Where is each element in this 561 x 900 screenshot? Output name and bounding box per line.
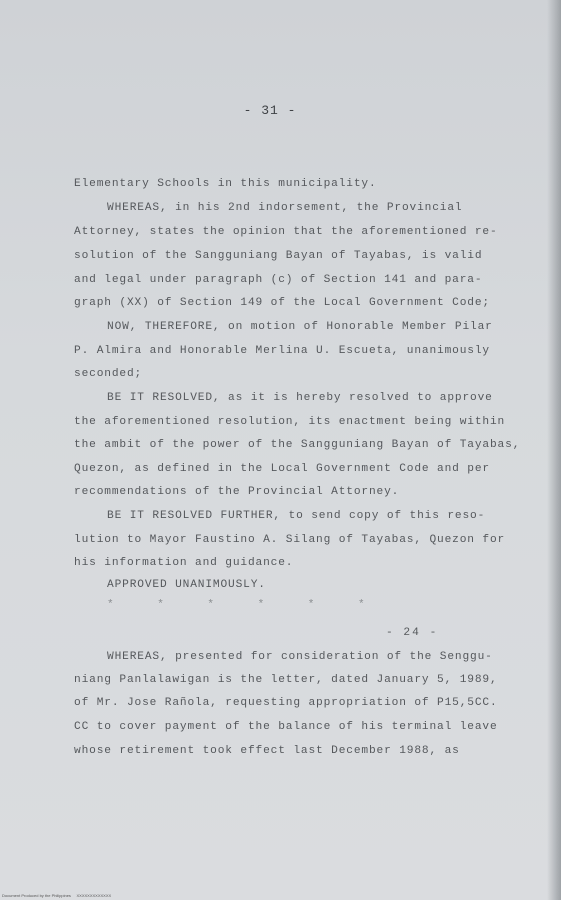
text-line: Quezon, as defined in the Local Government Code and per (74, 463, 490, 475)
text-line: recommendations of the Provincial Attorney. (74, 486, 400, 498)
text-line: P. Almira and Honorable Merlina U. Escueta, unanimously (74, 345, 490, 357)
text-line: BE IT RESOLVED FURTHER, to send copy of this reso- (107, 510, 486, 522)
text-line: the ambit of the power of the Sangguniang Bayan of Tayabas, (74, 439, 521, 451)
section-separator: * * * * * * (107, 599, 384, 611)
item-number: - 24 - (386, 627, 439, 639)
text-line: lution to Mayor Faustino A. Silang of Tayabas, Quezon for (74, 534, 506, 546)
text-line: solution of the Sangguniang Bayan of Tayabas, is valid (74, 250, 483, 262)
text-line: NOW, THEREFORE, on motion of Honorable Member Pilar (107, 321, 493, 333)
text-line: seconded; (74, 368, 143, 380)
text-line: WHEREAS, presented for consideration of the Senggu- (107, 651, 493, 663)
text-line: BE IT RESOLVED, as it is hereby resolved to approve (107, 392, 493, 404)
text-line: WHEREAS, in his 2nd indorsement, the Provincial (107, 202, 463, 214)
text-line: his information and guidance. (74, 557, 294, 569)
text-line: whose retirement took effect last December 1988, as (74, 745, 460, 757)
text-line: Elementary Schools in this municipality. (74, 178, 377, 190)
text-line: APPROVED UNANIMOUSLY. (107, 579, 266, 591)
page-number: - 31 - (243, 103, 297, 118)
text-line: CC to cover payment of the balance of his terminal leave (74, 721, 498, 733)
scan-footer: Document Produced by the Philippines XXXXXXXXXXXXX (2, 893, 112, 898)
page-edge-shadow (547, 0, 561, 900)
text-line: and legal under paragraph (c) of Section 141 and para- (74, 274, 483, 286)
text-line: the aforementioned resolution, its enactment being within (74, 416, 506, 428)
text-line: graph (XX) of Section 149 of the Local Government Code; (74, 297, 490, 309)
text-line: of Mr. Jose Rañola, requesting appropriation of P15,5CC. (74, 697, 498, 709)
text-line: Attorney, states the opinion that the aforementioned re- (74, 226, 498, 238)
text-line: niang Panlalawigan is the letter, dated January 5, 1989, (74, 674, 498, 686)
